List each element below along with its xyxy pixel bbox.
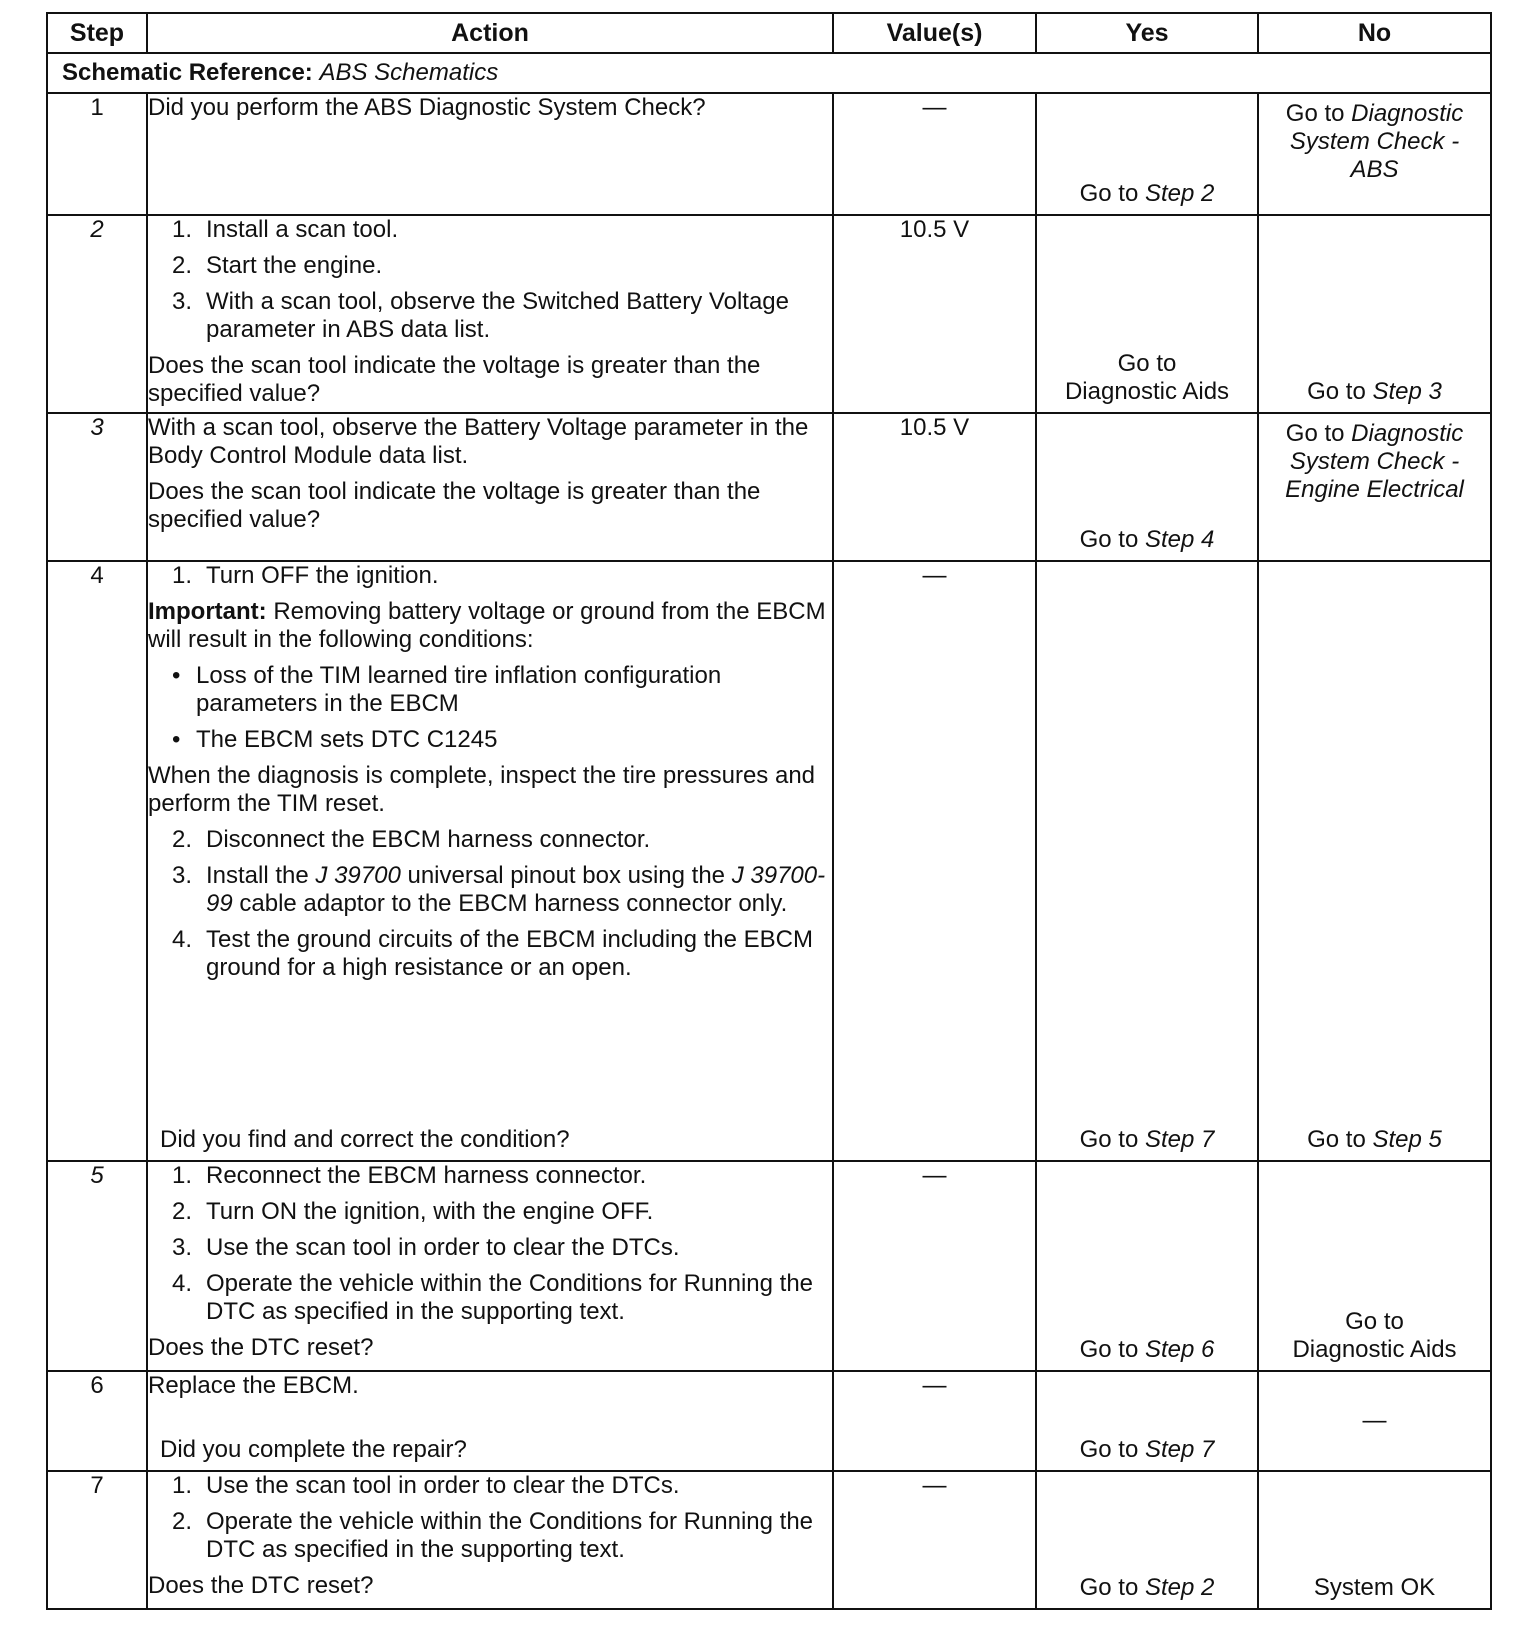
value-cell: — bbox=[833, 1471, 1036, 1609]
goto-text: Go to bbox=[1079, 180, 1139, 207]
header-action: Action bbox=[147, 13, 833, 53]
yes-link[interactable]: Step 4 bbox=[1144, 526, 1215, 553]
step-number: 3 bbox=[47, 413, 147, 561]
action-cell bbox=[147, 561, 833, 1161]
action-cell bbox=[147, 1161, 833, 1371]
diagnostic-table bbox=[46, 12, 1492, 1610]
tool-reference: J 39700-99 bbox=[206, 862, 826, 917]
step-row-3 bbox=[47, 413, 1491, 561]
goto-text: Go to bbox=[1285, 100, 1345, 127]
header-step: Step bbox=[47, 13, 147, 53]
header-yes: Yes bbox=[1036, 13, 1258, 53]
step-row-5 bbox=[47, 1161, 1491, 1371]
yes-cell bbox=[1036, 413, 1258, 561]
goto-text: Go to bbox=[1079, 526, 1139, 553]
yes-link[interactable]: Step 7 bbox=[1144, 1436, 1215, 1463]
bullet-item: • The EBCM sets DTC C1245 bbox=[172, 726, 498, 753]
question-text: Does the scan tool indicate the voltage is greater than the specified value? bbox=[148, 352, 761, 407]
list-item: 3. Use the scan tool in order to clear the DTCs. bbox=[172, 1234, 680, 1261]
step-row-4 bbox=[47, 561, 1491, 1161]
goto-text: Go to bbox=[1079, 1574, 1139, 1601]
goto-text: Go to bbox=[1079, 1126, 1139, 1153]
no-link[interactable]: Step 5 bbox=[1372, 1126, 1442, 1153]
no-link[interactable]: Diagnostic System Check - ABS bbox=[1289, 100, 1464, 183]
question-text: Did you complete the repair? bbox=[160, 1436, 467, 1463]
yes-link[interactable]: Step 2 bbox=[1144, 1574, 1215, 1601]
header-values: Value(s) bbox=[833, 13, 1036, 53]
schematic-label: Schematic Reference: bbox=[62, 59, 313, 86]
action-cell bbox=[147, 215, 833, 413]
action-cell bbox=[147, 413, 833, 561]
goto-text: Go to bbox=[1285, 420, 1345, 447]
goto-text: Go to bbox=[1345, 1308, 1404, 1335]
value-cell: — bbox=[833, 1161, 1036, 1371]
question-text: Did you perform the ABS Diagnostic System Check? bbox=[148, 94, 706, 121]
value-cell: — bbox=[833, 93, 1036, 215]
goto-text: Go to bbox=[1307, 1126, 1366, 1153]
list-item: 4. Operate the vehicle within the Conditions for Running the DTC as specified in the supporting text. bbox=[172, 1270, 814, 1325]
value-cell: — bbox=[833, 561, 1036, 1161]
goto-text: Go to bbox=[1307, 378, 1366, 405]
step-row-1 bbox=[47, 93, 1491, 215]
list-item: 4. Test the ground circuits of the EBCM including the EBCM ground for a high resistance or an open. bbox=[172, 926, 813, 981]
no-cell bbox=[1258, 1471, 1491, 1609]
instruction-text: Replace the EBCM. bbox=[148, 1372, 359, 1399]
header-no: No bbox=[1258, 13, 1491, 53]
value-cell: — bbox=[833, 1371, 1036, 1471]
step-number: 6 bbox=[47, 1371, 147, 1471]
no-cell bbox=[1258, 215, 1491, 413]
schematic-row bbox=[47, 53, 1491, 93]
no-value: System OK bbox=[1313, 1574, 1436, 1601]
yes-link[interactable]: Step 2 bbox=[1144, 180, 1215, 207]
no-cell bbox=[1258, 93, 1491, 215]
action-cell bbox=[147, 1371, 833, 1471]
step-number: 4 bbox=[47, 561, 147, 1161]
step-number: 7 bbox=[47, 1471, 147, 1609]
list-item: 2. Operate the vehicle within the Conditions for Running the DTC as specified in the supporting text. bbox=[172, 1508, 814, 1563]
step-number: 2 bbox=[47, 215, 147, 413]
no-link[interactable]: Diagnostic Aids bbox=[1292, 1336, 1457, 1363]
question-text: Did you find and correct the condition? bbox=[160, 1126, 570, 1153]
note-text: When the diagnosis is complete, inspect the tire pressures and perform the TIM reset. bbox=[148, 762, 816, 817]
list-item: 3. Install the J 39700 universal pinout box using the J 39700-99 cable adaptor to the EBCM harness connector only. bbox=[172, 862, 826, 917]
no-cell bbox=[1258, 413, 1491, 561]
list-item: 1. Turn OFF the ignition. bbox=[172, 562, 439, 589]
bullet-item: • Loss of the TIM learned tire inflation configuration parameters in the EBCM bbox=[172, 662, 722, 717]
yes-link[interactable]: Step 6 bbox=[1144, 1336, 1215, 1363]
yes-link[interactable]: Diagnostic Aids bbox=[1064, 378, 1230, 405]
yes-cell bbox=[1036, 93, 1258, 215]
goto-text: Go to bbox=[1117, 350, 1177, 377]
goto-text: Go to bbox=[1079, 1336, 1139, 1363]
value-cell: 10.5 V bbox=[833, 413, 1036, 561]
yes-cell bbox=[1036, 561, 1258, 1161]
step-number: 1 bbox=[47, 93, 147, 215]
important-note: Important: Removing battery voltage or ground from the EBCM will result in the following conditions: bbox=[148, 598, 826, 653]
question-text: Does the DTC reset? bbox=[148, 1572, 374, 1599]
yes-cell bbox=[1036, 1471, 1258, 1609]
schematic-link[interactable]: ABS Schematics bbox=[319, 59, 499, 86]
no-link[interactable]: Diagnostic System Check - Engine Electrical bbox=[1285, 420, 1464, 503]
list-item: 2. Turn ON the ignition, with the engine OFF. bbox=[172, 1198, 654, 1225]
list-item: 1. Install a scan tool. bbox=[172, 216, 399, 243]
tool-reference: J 39700 bbox=[315, 862, 401, 889]
no-cell bbox=[1258, 1371, 1491, 1471]
question-text: Does the scan tool indicate the voltage is greater than the specified value? bbox=[148, 478, 761, 533]
list-item: 2. Start the engine. bbox=[172, 252, 383, 279]
list-item: 3. With a scan tool, observe the Switched Battery Voltage parameter in ABS data list. bbox=[172, 288, 789, 343]
step-number: 5 bbox=[47, 1161, 147, 1371]
no-value: — bbox=[1362, 1407, 1387, 1434]
question-text: Does the DTC reset? bbox=[148, 1334, 374, 1361]
yes-cell bbox=[1036, 1371, 1258, 1471]
value-cell: 10.5 V bbox=[833, 215, 1036, 413]
no-cell bbox=[1258, 561, 1491, 1161]
list-item: 2. Disconnect the EBCM harness connector. bbox=[172, 826, 651, 853]
instruction-text: With a scan tool, observe the Battery Voltage parameter in the Body Control Module data list. bbox=[148, 414, 809, 469]
list-item: 1. Use the scan tool in order to clear the DTCs. bbox=[172, 1472, 680, 1499]
yes-cell bbox=[1036, 1161, 1258, 1371]
no-cell bbox=[1258, 1161, 1491, 1371]
yes-link[interactable]: Step 7 bbox=[1144, 1126, 1215, 1153]
step-row-6 bbox=[47, 1371, 1491, 1471]
step-row-2 bbox=[47, 215, 1491, 413]
action-cell bbox=[147, 1471, 833, 1609]
action-cell bbox=[147, 93, 833, 215]
yes-cell bbox=[1036, 215, 1258, 413]
header-row bbox=[47, 13, 1491, 53]
no-link[interactable]: Step 3 bbox=[1372, 378, 1442, 405]
step-row-7 bbox=[47, 1471, 1491, 1609]
goto-text: Go to bbox=[1079, 1436, 1139, 1463]
list-item: 1. Reconnect the EBCM harness connector. bbox=[172, 1162, 647, 1189]
